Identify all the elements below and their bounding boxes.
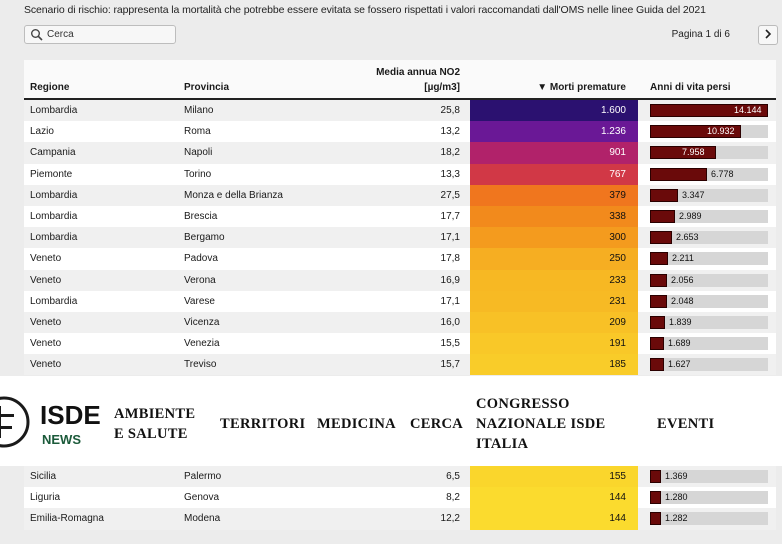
anni-bar-track bbox=[650, 104, 768, 117]
cell-provincia: Milano bbox=[184, 105, 214, 116]
table-row bbox=[24, 248, 776, 269]
anni-bar-track bbox=[650, 168, 768, 181]
anni-bar-track bbox=[650, 491, 768, 504]
cell-provincia: Varese bbox=[184, 295, 215, 307]
anni-bar-track bbox=[650, 316, 768, 329]
anni-bar-track bbox=[650, 189, 768, 202]
morti-value: 300 bbox=[609, 232, 626, 244]
cell-morti bbox=[470, 100, 638, 121]
col-regione[interactable]: Regione bbox=[30, 82, 70, 93]
cell-regione: Veneto bbox=[30, 274, 62, 286]
cell-regione: Lombardia bbox=[30, 210, 78, 222]
cell-regione: Lombardia bbox=[30, 189, 78, 201]
anni-value: 7.958 bbox=[682, 147, 705, 158]
cell-regione: Emilia-Romagna bbox=[30, 513, 104, 525]
cell-provincia: Verona bbox=[184, 274, 216, 286]
table-row bbox=[24, 508, 776, 529]
cell-regione: Piemonte bbox=[30, 168, 73, 180]
anni-bar-fill bbox=[650, 316, 665, 329]
search-input[interactable] bbox=[24, 25, 176, 44]
anni-bar-fill bbox=[650, 512, 661, 525]
cell-regione: Lazio bbox=[30, 126, 54, 138]
anni-value: 1.627 bbox=[668, 359, 691, 370]
morti-value: 379 bbox=[609, 189, 626, 201]
cell-morti bbox=[470, 333, 638, 354]
cell-morti bbox=[470, 487, 638, 508]
col-morti[interactable]: ▼ Morti premature bbox=[537, 82, 626, 93]
anni-value: 2.056 bbox=[671, 274, 694, 285]
anni-bar-fill bbox=[650, 491, 661, 504]
table-row bbox=[24, 206, 776, 227]
morti-value: 231 bbox=[609, 295, 626, 307]
morti-value: 144 bbox=[609, 513, 626, 525]
table-row bbox=[24, 487, 776, 508]
cell-no2: 13,3 bbox=[440, 168, 460, 180]
table-body bbox=[24, 100, 776, 375]
morti-value: 209 bbox=[609, 316, 626, 328]
search-placeholder: Cerca bbox=[47, 29, 74, 40]
cell-regione: Liguria bbox=[30, 492, 61, 504]
cell-no2: 15,5 bbox=[440, 338, 460, 350]
cell-provincia: Modena bbox=[184, 513, 221, 525]
anni-bar-track bbox=[650, 252, 768, 265]
cell-no2: 16,0 bbox=[440, 316, 460, 328]
cell-regione: Lombardia bbox=[30, 105, 78, 116]
anni-bar-track bbox=[650, 231, 768, 244]
anni-bar-fill bbox=[650, 337, 664, 350]
anni-bar-track bbox=[650, 337, 768, 350]
anni-value: 6.778 bbox=[711, 168, 734, 179]
cell-no2: 18,2 bbox=[440, 147, 460, 159]
anni-bar-track bbox=[650, 274, 768, 287]
cell-morti bbox=[470, 270, 638, 291]
cell-regione: Lombardia bbox=[30, 232, 78, 244]
cell-no2: 8,2 bbox=[446, 492, 460, 504]
morti-value: 155 bbox=[609, 471, 626, 482]
cell-morti bbox=[470, 164, 638, 185]
morti-value: 233 bbox=[609, 274, 626, 286]
cell-regione: Campania bbox=[30, 147, 76, 159]
search-icon bbox=[30, 28, 44, 42]
table-row bbox=[24, 466, 776, 487]
nav-medicina[interactable]: MEDICINA bbox=[317, 416, 396, 432]
cell-provincia: Brescia bbox=[184, 210, 218, 222]
cell-morti bbox=[470, 354, 638, 375]
cell-regione: Veneto bbox=[30, 253, 62, 265]
anni-bar-fill bbox=[650, 274, 667, 287]
cell-morti bbox=[470, 248, 638, 269]
anni-bar-track bbox=[650, 358, 768, 371]
table-row bbox=[24, 121, 776, 142]
morti-value: 185 bbox=[609, 359, 626, 371]
anni-value: 2.989 bbox=[679, 210, 702, 221]
table-row bbox=[24, 270, 776, 291]
table-row bbox=[24, 333, 776, 354]
cell-regione: Veneto bbox=[30, 359, 62, 371]
cell-regione: Veneto bbox=[30, 338, 62, 350]
col-anni[interactable]: Anni di vita persi bbox=[650, 82, 731, 93]
anni-bar-track bbox=[650, 125, 768, 138]
cell-no2: 27,5 bbox=[440, 189, 460, 201]
nav-ambiente-e-salute[interactable]: AMBIENTE E SALUTE bbox=[114, 406, 196, 442]
table-header bbox=[24, 60, 776, 100]
cell-no2: 17,1 bbox=[440, 232, 460, 244]
cell-no2: 17,7 bbox=[440, 210, 460, 222]
anni-bar-fill bbox=[650, 231, 672, 244]
anni-bar-fill bbox=[650, 295, 667, 308]
cell-provincia: Palermo bbox=[184, 471, 222, 482]
next-page-button[interactable] bbox=[758, 25, 778, 45]
anni-value: 1.839 bbox=[669, 316, 692, 327]
nav-congresso[interactable]: CONGRESSO NAZIONALE ISDE ITALIA bbox=[476, 396, 606, 452]
chevron-right-icon bbox=[764, 29, 772, 42]
anni-bar-fill bbox=[650, 168, 707, 181]
morti-value: 767 bbox=[609, 168, 626, 180]
cell-provincia: Treviso bbox=[184, 359, 217, 371]
nav-territori[interactable]: TERRITORI bbox=[220, 416, 306, 432]
data-table-continued bbox=[24, 466, 776, 530]
table-row bbox=[24, 185, 776, 206]
anni-value: 2.653 bbox=[676, 232, 699, 243]
anni-bar-track bbox=[650, 470, 768, 483]
anni-bar-track bbox=[650, 146, 768, 159]
cell-morti bbox=[470, 206, 638, 227]
col-no2[interactable]: Media annua NO2 bbox=[376, 67, 460, 78]
cell-morti bbox=[470, 508, 638, 529]
table-row bbox=[24, 354, 776, 375]
col-no2-unit: [µg/m3] bbox=[424, 82, 460, 93]
col-provincia[interactable]: Provincia bbox=[184, 82, 230, 93]
cell-provincia: Padova bbox=[184, 253, 218, 265]
morti-value: 144 bbox=[609, 492, 626, 504]
cell-provincia: Napoli bbox=[184, 147, 213, 159]
cell-regione: Sicilia bbox=[30, 471, 57, 482]
cell-provincia: Bergamo bbox=[184, 232, 225, 244]
cell-no2: 15,7 bbox=[440, 359, 460, 371]
data-table bbox=[24, 60, 776, 375]
anni-value: 14.144 bbox=[734, 105, 762, 115]
anni-value: 3.347 bbox=[682, 189, 705, 200]
anni-value: 2.048 bbox=[671, 295, 694, 306]
cell-regione: Lombardia bbox=[30, 295, 78, 307]
table-row bbox=[24, 142, 776, 163]
morti-value: 1.236 bbox=[600, 126, 626, 138]
cell-morti bbox=[470, 185, 638, 206]
cell-morti bbox=[470, 291, 638, 312]
anni-value: 10.932 bbox=[707, 126, 735, 137]
cell-no2: 13,2 bbox=[440, 126, 460, 138]
anni-value: 1.282 bbox=[665, 513, 688, 524]
anni-bar-fill bbox=[650, 189, 678, 202]
anni-bar-track bbox=[650, 210, 768, 223]
logo-subtext: NEWS bbox=[42, 432, 81, 447]
cell-provincia: Monza e della Brianza bbox=[184, 189, 283, 201]
logo-text: ISDE bbox=[40, 400, 101, 430]
morti-value: 191 bbox=[609, 338, 626, 350]
table-body-continued bbox=[24, 466, 776, 530]
morti-value: 901 bbox=[609, 147, 626, 159]
cell-morti bbox=[470, 142, 638, 163]
anni-bar-fill bbox=[650, 252, 668, 265]
table-row bbox=[24, 227, 776, 248]
cell-no2: 17,1 bbox=[440, 295, 460, 307]
anni-bar-track bbox=[650, 512, 768, 525]
anni-bar-fill bbox=[650, 210, 675, 223]
anni-value: 2.211 bbox=[672, 253, 694, 264]
morti-value: 1.600 bbox=[600, 105, 626, 116]
anni-value: 1.369 bbox=[665, 471, 688, 481]
table-row bbox=[24, 312, 776, 333]
cell-morti bbox=[470, 227, 638, 248]
anni-bar-track bbox=[650, 295, 768, 308]
chart-subtitle: Scenario di rischio: rappresenta la mortalità che potrebbe essere evitata se fossero rispettati i valori raccomandati dall'OMS nelle linee Guida del 2021 bbox=[24, 4, 706, 16]
nav-cerca[interactable]: CERCA bbox=[410, 416, 464, 432]
cell-provincia: Venezia bbox=[184, 338, 220, 350]
nav-eventi[interactable]: EVENTI bbox=[657, 416, 715, 432]
cell-no2: 25,8 bbox=[440, 105, 460, 116]
morti-value: 250 bbox=[609, 253, 626, 265]
cell-provincia: Genova bbox=[184, 492, 220, 504]
anni-value: 1.280 bbox=[665, 492, 688, 503]
cell-no2: 6,5 bbox=[446, 471, 460, 482]
isde-logo[interactable] bbox=[0, 390, 101, 454]
table-row bbox=[24, 291, 776, 312]
cell-provincia: Torino bbox=[184, 168, 212, 180]
cell-no2: 17,8 bbox=[440, 253, 460, 265]
cell-regione: Veneto bbox=[30, 316, 62, 328]
cell-morti bbox=[470, 121, 638, 142]
table-row bbox=[24, 100, 776, 121]
anni-bar-fill bbox=[650, 470, 661, 483]
cell-morti bbox=[470, 312, 638, 333]
cell-provincia: Vicenza bbox=[184, 316, 220, 328]
site-header bbox=[0, 376, 782, 466]
morti-value: 338 bbox=[609, 210, 626, 222]
cell-no2: 16,9 bbox=[440, 274, 460, 286]
cell-morti bbox=[470, 466, 638, 487]
anni-value: 1.689 bbox=[668, 338, 691, 349]
cell-provincia: Roma bbox=[184, 126, 211, 138]
table-row bbox=[24, 164, 776, 185]
pagination-label: Pagina 1 di 6 bbox=[671, 29, 730, 40]
anni-bar-fill bbox=[650, 358, 664, 371]
cell-no2: 12,2 bbox=[440, 513, 460, 525]
